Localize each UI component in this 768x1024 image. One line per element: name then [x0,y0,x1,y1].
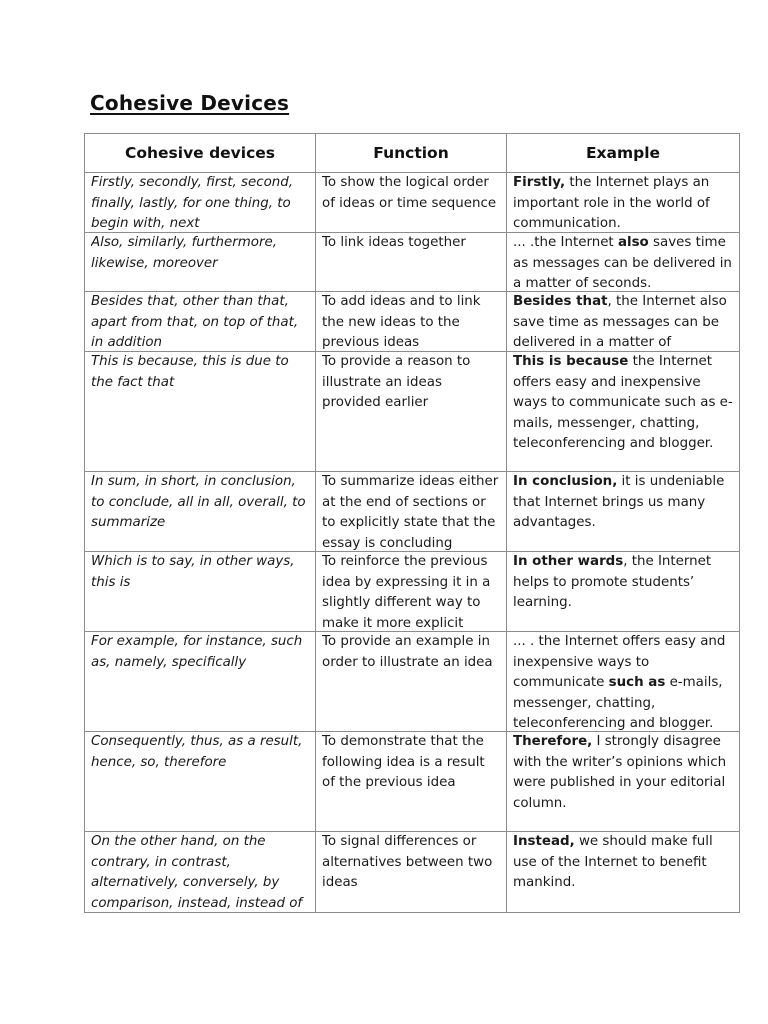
devices-text: For example, for instance, such as, namely, specifically [91,634,303,670]
example-text-post: saves time as messages can be delivered in a matter of seconds. [513,235,732,291]
example-text-post: , the Internet also save time as messages can be delivered in a matter of [513,294,727,351]
example-text-post: e-mails, messenger, chatting, teleconferencing and blogger. [513,675,723,731]
example-cell [507,352,740,472]
function-text: To add ideas and to link the new ideas to the previous ideas [322,294,481,351]
example-text-post: I strongly disagree with the writer’s opinions which were published in your editorial column. [513,734,727,811]
table-row [85,173,740,233]
devices-cell [85,292,316,352]
devices-text: Besides that, other than that, apart from that, on top of that, in addition [91,294,299,351]
example-keyword: This is because [513,354,629,369]
devices-cell [85,352,316,472]
example-keyword: In conclusion, [513,474,618,489]
table-row [85,832,740,913]
function-text: To signal differences or alternatives between two ideas [322,834,493,891]
function-cell [316,292,507,352]
devices-text: This is because, this is due to the fact that [91,354,289,390]
devices-text: On the other hand, on the contrary, in contrast, alternatively, conversely, by comparison, instead, instead of [91,834,303,911]
devices-text: Firstly, secondly, first, second, finally, lastly, for one thing, to begin with, next [91,175,294,232]
devices-text: In sum, in short, in conclusion, to conclude, all in all, overall, to summarize [91,474,306,531]
example-cell [507,292,740,352]
example-cell [507,173,740,233]
function-text: To link ideas together [322,235,466,250]
table-row [85,732,740,832]
function-text: To provide a reason to illustrate an ideas provided earlier [322,354,471,411]
function-cell [316,352,507,472]
function-cell [316,233,507,292]
example-cell [507,472,740,552]
example-keyword: also [617,235,649,250]
example-keyword: Firstly, [513,175,566,190]
function-text: To show the logical order of ideas or time sequence [322,175,497,211]
header-example: Example [507,134,740,173]
table-row [85,292,740,352]
example-cell [507,233,740,292]
devices-cell [85,552,316,632]
header-cohesive-devices: Cohesive devices [85,134,316,173]
function-cell [316,632,507,732]
devices-text: Which is to say, in other ways, this is [91,554,295,590]
example-text-pre: ... . the Internet offers easy and inexpensive ways to communicate [513,634,726,691]
devices-cell [85,233,316,292]
cohesive-devices-table [84,133,740,913]
example-text-post: , the Internet helps to promote students’ learning. [513,554,712,611]
page-title: Cohesive Devices [90,91,290,115]
example-keyword: Therefore, [513,734,593,749]
example-cell [507,552,740,632]
function-text: To demonstrate that the following idea is a result of the previous idea [322,734,485,791]
function-cell [316,173,507,233]
devices-cell [85,173,316,233]
function-text: To reinforce the previous idea by expressing it in a slightly different way to make it more explicit [322,554,491,631]
devices-text: Also, similarly, furthermore, likewise, moreover [91,235,277,271]
function-text: To summarize ideas either at the end of sections or to explicitly state that the essay is concluding [322,474,499,551]
table-row [85,233,740,292]
example-text-post: we should make full use of the Internet to benefit mankind. [513,834,713,891]
example-keyword: Instead, [513,834,575,849]
table-row [85,552,740,632]
table-row [85,632,740,732]
header-function: Function [316,134,507,173]
example-cell [507,832,740,913]
example-text-pre: ... .the Internet [513,235,618,250]
function-cell [316,832,507,913]
function-cell [316,732,507,832]
function-text: To provide an example in order to illustrate an idea [322,634,493,670]
devices-cell [85,732,316,832]
example-cell [507,732,740,832]
example-text-post: the Internet plays an important role in the world of communication. [513,175,710,232]
example-cell [507,632,740,732]
example-text-post: it is undeniable that Internet brings us many advantages. [513,474,725,531]
table-row [85,472,740,552]
devices-text: Consequently, thus, as a result, hence, so, therefore [91,734,303,770]
devices-cell [85,472,316,552]
example-text-post: the Internet offers easy and inexpensive ways to communicate such as e-mails, messenger, chatting, teleconferencing and blogger. [513,354,733,452]
function-cell [316,552,507,632]
devices-cell [85,632,316,732]
example-keyword: In other wards [513,554,624,569]
example-keyword: such as [608,675,666,691]
function-cell [316,472,507,552]
table-header-row [85,134,740,173]
table-row [85,352,740,472]
devices-cell [85,832,316,913]
example-keyword: Besides that [513,294,608,309]
